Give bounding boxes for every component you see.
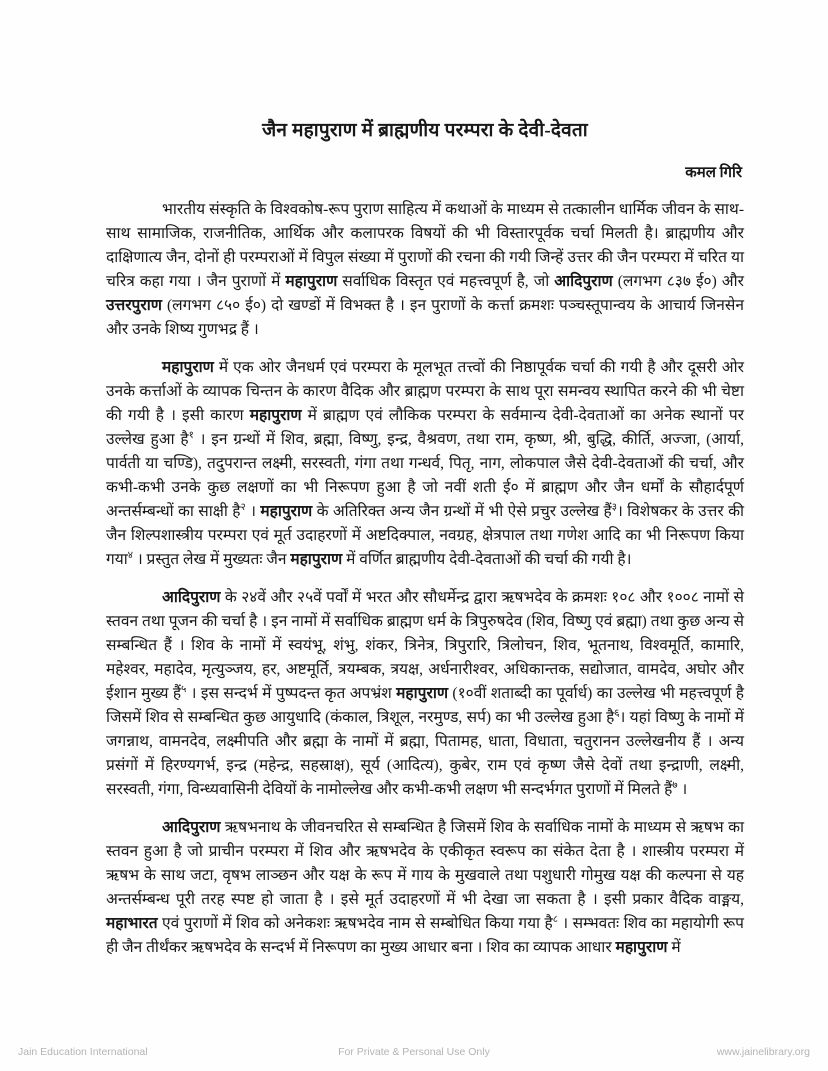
emphasized-text: महापुराण [285, 273, 338, 290]
paragraph [106, 586, 744, 802]
footnote-marker: ४ [127, 549, 133, 561]
body-text-run: में एक ओर जैनधर्म एवं परम्परा के मूलभूत तत्त्वों की निष्ठापूर्वक चर्चा की गयी है और दूसरी ओर उनके कर्त्ताओं के व्यापक चिन्तन के कारण वैदिक और ब्राह्मण परम्परा के साथ पूरा समन्वय स्थापित करने की भी चेष्टा की गयी है । इसी कारण [106, 359, 744, 424]
body-text-run: के अतिरिक्त अन्य जैन ग्रन्थों में भी ऐसे प्रचुर उल्लेख हैं [312, 503, 612, 520]
body-text-run: में वर्णित ब्राह्मणीय देवी-देवताओं की चर्चा की गयी है। [342, 551, 632, 568]
paragraph [106, 816, 744, 960]
emphasized-text: महापुराण [260, 503, 313, 520]
emphasized-text: महापुराण [249, 407, 302, 424]
body-text-run: (१०वीं शताब्दी का पूर्वार्ध) का उल्लेख भी महत्त्वपूर्ण है जिसमें शिव से सम्बन्धित कुछ आयुधादि (कंकाल, त्रिशूल, नरमुण्ड, सर्प) का भी उल्लेख हुआ है [106, 685, 745, 726]
emphasized-text: आदिपुराण [162, 589, 221, 606]
emphasized-text: महापुराण [396, 685, 449, 702]
body-text-run: सर्वाधिक विस्तृत एवं महत्त्वपूर्ण है, जो [337, 273, 555, 290]
body-text-run: (लगभग ८३७ ई०) और [612, 273, 744, 290]
footer-publisher: Jain Education International [18, 1046, 148, 1058]
footnote-marker: ३ [611, 501, 617, 513]
emphasized-text: महापुराण [290, 551, 343, 568]
emphasized-text: महापुराण [615, 939, 668, 956]
footer-usage-note: For Private & Personal Use Only [338, 1046, 490, 1058]
body-text-run: । इन ग्रन्थों में शिव, ब्रह्मा, विष्णु, इन्द्र, वैश्रवण, तथा राम, कृष्ण, श्री, बुद्धि, कीर्ति, अज्जा, (आर्या, पार्वती या चण्डि), तदुपरान्त लक्ष्मी, सरस्वती, गंगा तथा गन्धर्व, पितृ, नाग, लोकपाल जैसे देवी-देवताओं की चर्चा, और कभी-कभी उनके कुछ लक्षणों का भी निरूपण हुआ है जो नवीं शती ई० में ब्राह्मण और जैन धर्मों के सौहार्दपूर्ण अन्तर्सम्बन्धों का साक्षी है [106, 431, 745, 520]
body-text-run: । इस सन्दर्भ में पुष्पदन्त कृत अपभ्रंश [186, 685, 397, 702]
footer-website: www.jainelibrary.org [716, 1046, 810, 1058]
footnote-marker: ७ [672, 779, 678, 791]
body-text-run: के २४वें और २५वें पर्वों में भरत और सौधर्मेन्द्र द्वारा ऋषभदेव के क्रमशः १०८ और १००८ नामों से स्तवन तथा पूजन की चर्चा है । इन नामों में सर्वाधिक ब्राह्मण धर्म के त्रिपुरुषदेव (शिव, विष्णु एवं ब्रह्मा) तथा कुछ अन्य से सम्बन्धित हैं । शिव के नामों में स्वयंभू, शंभु, शंकर, त्रिनेत्र, त्रिपुरारि, त्रिलोचन, शिव, भूतनाथ, विश्वमूर्ति, कामारि, महेश्वर, महादेव, मृत्युञ्जय, हर, अष्टमूर्ति, त्रयम्बक, त्रयक्ष, अर्धनारीश्वर, अधिकान्तक, सद्योजात, वामदेव, अघोर और ईशान मुख्य हैं [106, 589, 744, 702]
emphasized-text: महापुराण [162, 359, 214, 376]
footnote-marker: २ [240, 501, 246, 513]
emphasized-text: उत्तरपुराण [106, 297, 162, 314]
paragraph [106, 356, 744, 572]
body-text-run: । प्रस्तुत लेख में मुख्यतः जैन [132, 551, 291, 568]
emphasized-text: आदिपुराण [554, 273, 613, 290]
body-text-run: । यहां विष्णु के नामों में जगन्नाथ, वामनदेव, लक्ष्मीपति और ब्रह्मा के नामों में ब्रह्मा, पितामह, धाता, विधाता, चतुरानन उल्लेखनीय हैं । अन्य प्रसंगों में हिरण्यगर्भ, इन्द्र (महेन्द्र, सहस्राक्ष), सूर्य (आदित्य), कुबेर, राम एवं कृष्ण जैसे देवों तथा इन्द्राणी, लक्ष्मी, सरस्वती, गंगा, विन्ध्यवासिनी देवियों के नामोल्लेख और कभी-कभी लक्षण भी सन्दर्भगत पुराणों में मिलते हैं [106, 709, 744, 798]
body-text-run: एवं पुराणों में शिव को अनेकशः ऋषभदेव नाम से सम्बोधित किया गया है [157, 915, 553, 932]
article-title: जैन महापुराण में ब्राह्मणीय परम्परा के देवी-देवता [262, 120, 588, 141]
body-text-run: में ब्राह्मण एवं लौकिक परम्परा के सर्वमान्य देवी-देवताओं का अनेक स्थानों पर उल्लेख हुआ है [106, 407, 744, 448]
page-footer [0, 1046, 828, 1058]
footnote-marker: ८ [552, 913, 558, 925]
emphasized-text: महाभारत [106, 915, 158, 932]
body-text-run: में [667, 939, 681, 956]
footnote-marker: ६ [614, 707, 620, 719]
article-author: कमल गिरि [685, 165, 742, 181]
paragraph [106, 198, 744, 342]
body-text-run: ऋषभनाथ के जीवनचरित से सम्बन्धित है जिसमें शिव के सर्वाधिक नामों के माध्यम से ऋषभ का स्तवन हुआ है जो प्राचीन परम्परा में शिव और ऋषभदेव के एकीकृत स्वरूप का संकेत देता है । शास्त्रीय परम्परा में ऋषभ के साथ जटा, वृषभ लाञ्छन और यक्ष के रूप में गाय के मुखवाले तथा पशुधारी गोमुख यक्ष की कल्पना से यह अन्तर्सम्बन्ध पूरी तरह स्पष्ट हो जाता है । इसे मूर्त उदाहरणों में भी देखा जा सकता है । इसी प्रकार वैदिक वाङ्मय, [106, 819, 744, 908]
footnote-marker: १ [188, 429, 194, 441]
body-text-run: भारतीय संस्कृति के विश्वकोष-रूप पुराण साहित्य में कथाओं के माध्यम से तत्कालीन धार्मिक जीवन के साथ-साथ सामाजिक, राजनीतिक, आर्थिक और कलापरक विषयों की भी विस्तारपूर्वक चर्चा मिलती है। ब्राह्मणीय और दाक्षिणात्य जैन, दोनों ही परम्पराओं में विपुल संख्या में पुराणों की रचना की गयी जिन्हें उत्तर की जैन परम्परा में चरित या चरित्र कहा गया । जैन पुराणों में [106, 201, 744, 290]
body-text-run: । [245, 503, 261, 520]
body-text-run: । सम्भवतः शिव का महायोगी रूप ही जैन तीर्थंकर ऋषभदेव के सन्दर्भ में निरूपण का मुख्य आधार बना । शिव का व्यापक आधार [106, 915, 744, 956]
body-text-run: । [677, 781, 688, 798]
article-body [106, 198, 744, 960]
footnote-marker: ५ [181, 683, 187, 695]
body-text-run: । विशेषकर के उत्तर की जैन शिल्पशास्त्रीय परम्परा एवं मूर्त उदाहरणों में अष्टदिक्पाल, नवग्रह, क्षेत्रपाल तथा गणेश आदि का भी निरूपण किया गया [106, 503, 744, 568]
emphasized-text: आदिपुराण [162, 819, 221, 836]
body-text-run: (लगभग ८५० ई०) दो खण्डों में विभक्त है । इन पुराणों के कर्त्ता क्रमशः पञ्चस्तूपान्वय के आचार्य जिनसेन और उनके शिष्य गुणभद्र हैं । [106, 297, 744, 338]
